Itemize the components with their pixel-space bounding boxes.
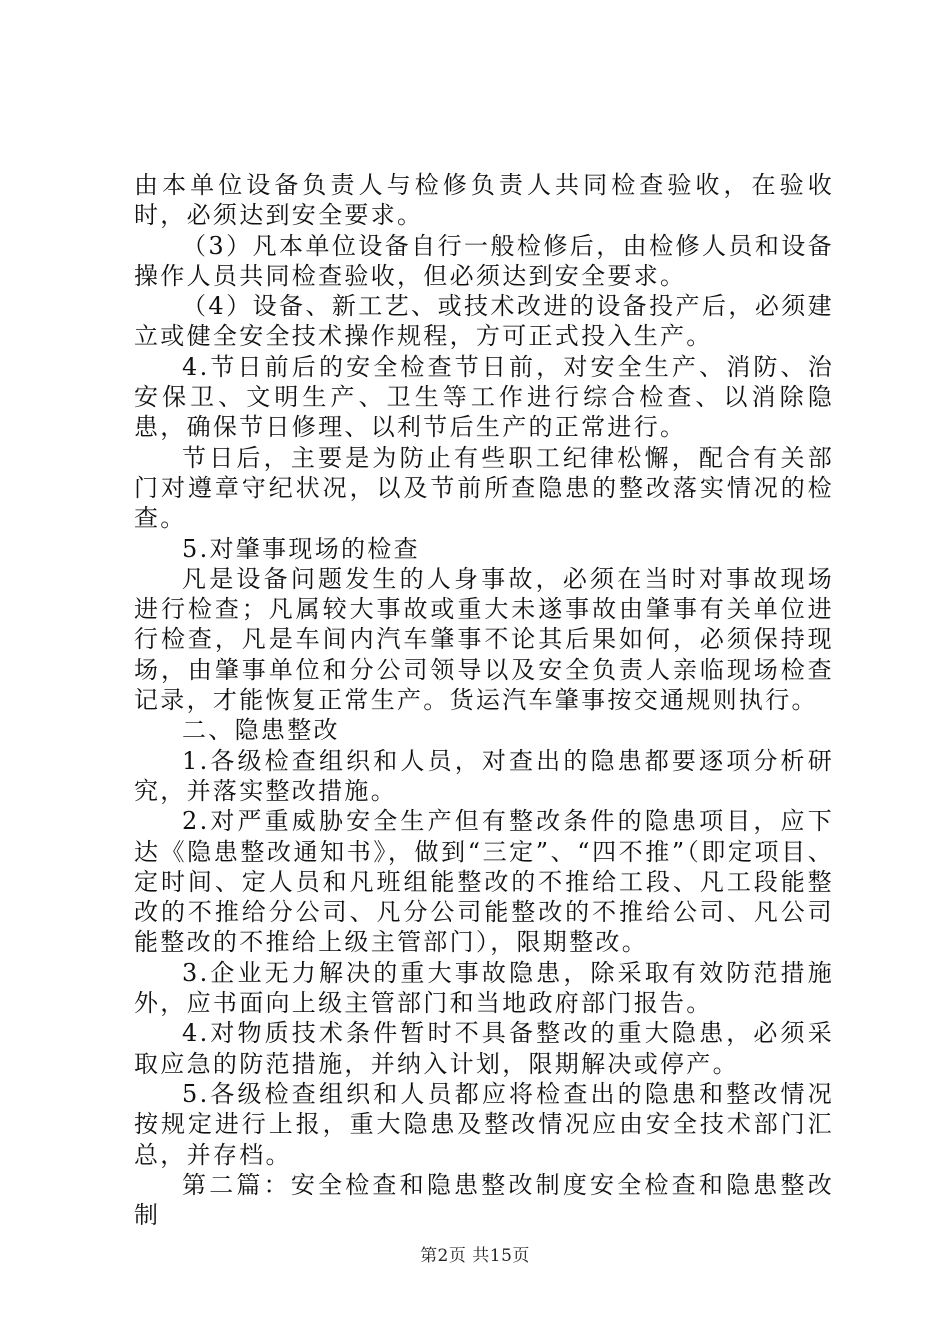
paragraph-rectification-3: 3.企业无力解决的重大事故隐患，除采取有效防范措施外，应书面向上级主管部门和当地政府部门报告。 xyxy=(134,958,834,1018)
paragraph-rectification-1: 1.各级检查组织和人员，对查出的隐患都要逐项分析研究，并落实整改措施。 xyxy=(134,746,834,805)
paragraph-rectification-4: 4.对物质技术条件暂时不具备整改的重大隐患，必须采取应急的防范措施，并纳入计划，限期解决或停产。 xyxy=(134,1019,834,1078)
section-heading-hazard-rectification: 二、隐患整改 xyxy=(182,716,340,745)
document-body xyxy=(134,170,834,1230)
page-number-footer: 第2页 共15页 xyxy=(420,1246,530,1266)
paragraph-accident-site: 凡是设备问题发生的人身事故，必须在当时对事故现场进行检查；凡属较大事故或重大未遂事故由肇事有关单位进行检查，凡是车间内汽车肇事不论其后果如何，必须保持现场，由肇事单位和分公司领导以及安全负责人亲临现场检查记录，才能恢复正常生产。货运汽车肇事按交通规则执行。 xyxy=(134,564,834,715)
paragraph-accident-site-heading: 5.对肇事现场的检查 xyxy=(182,534,420,563)
paragraph-item-3: （3）凡本单位设备自行一般检修后，由检修人员和设备操作人员共同检查验收，但必须达到安全要求。 xyxy=(134,231,834,290)
paragraph-rectification-2: 2.对严重威胁安全生产但有整改条件的隐患项目，应下达《隐患整改通知书》，做到“三定”、“四不推”（即定项目、定时间、定人员和凡班组能整改的不推给工段、凡工段能整改的不推给分公司、凡分公司能整改的不推给公司、凡公司能整改的不推给上级主管部门），限期整改。 xyxy=(134,807,834,957)
paragraph-after-holiday: 节日后，主要是为防止有些职工纪律松懈，配合有关部门对遵章守纪状况，以及节前所查隐患的整改落实情况的检查。 xyxy=(134,443,834,533)
paragraph-part-two-title: 第二篇：安全检查和隐患整改制度安全检查和隐患整改制 xyxy=(134,1170,834,1230)
paragraph-holiday-check: 4.节日前后的安全检查节日前，对安全生产、消防、治安保卫、文明生产、卫生等工作进行综合检查、以消除隐患，确保节日修理、以利节后生产的正常进行。 xyxy=(134,352,834,442)
paragraph-item-4: （4）设备、新工艺、或技术改进的设备投产后，必须建立或健全安全技术操作规程，方可正式投入生产。 xyxy=(134,292,834,351)
paragraph-rectification-5: 5.各级检查组织和人员都应将检查出的隐患和整改情况按规定进行上报，重大隐患及整改情况应由安全技术部门汇总，并存档。 xyxy=(134,1079,834,1169)
paragraph-continuation: 由本单位设备负责人与检修负责人共同检查验收，在验收时，必须达到安全要求。 xyxy=(134,171,834,230)
